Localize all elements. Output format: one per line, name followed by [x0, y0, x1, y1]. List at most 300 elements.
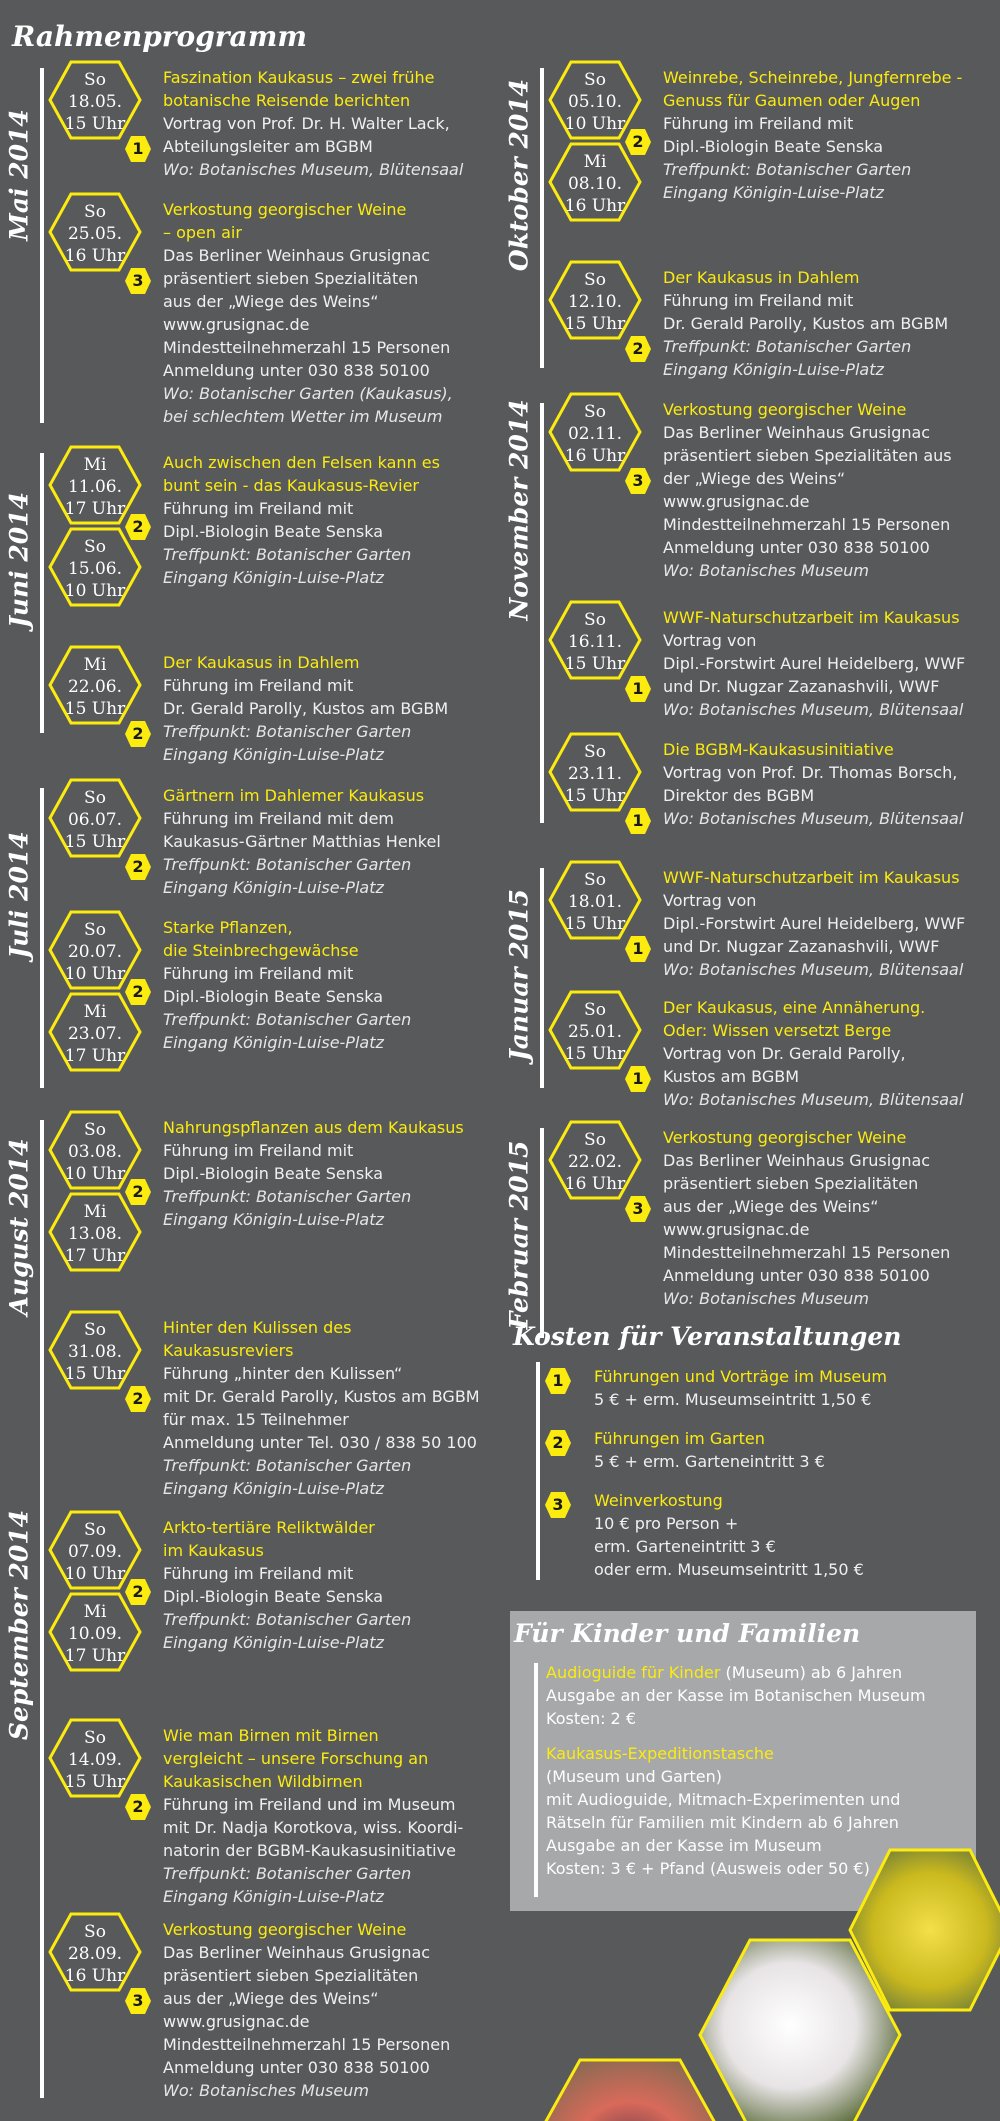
event-location: Eingang Königin-Luise-Platz	[163, 1479, 384, 1498]
category-badge-icon	[624, 935, 652, 963]
category-badge-icon	[624, 128, 652, 156]
event-location: Treffpunkt: Botanischer Garten	[163, 722, 412, 741]
event-location: Eingang Königin-Luise-Platz	[163, 1633, 384, 1652]
date-text	[48, 201, 142, 267]
event-title: die Steinbrechgewächse	[163, 941, 359, 960]
event-description	[163, 1116, 495, 1231]
date-text	[48, 1201, 142, 1267]
category-badge-icon	[624, 807, 652, 835]
category-badge-number: 2	[132, 1582, 144, 1601]
date-line: 31.08.	[67, 1342, 123, 1362]
date-line: 14.09.	[67, 1750, 123, 1770]
date-line: Mi	[83, 455, 107, 475]
date-line: 16.11.	[567, 632, 623, 652]
event-detail: präsentiert sieben Spezialitäten aus	[663, 446, 952, 465]
event-location: Eingang Königin-Luise-Platz	[163, 568, 384, 587]
date-line: 10 Uhr	[64, 1164, 126, 1184]
event-location: Treffpunkt: Botanischer Garten	[163, 545, 412, 564]
category-badge-icon	[124, 135, 152, 163]
date-line: 15 Uhr	[564, 314, 626, 334]
event-location: Wo: Botanisches Museum, Blütensaal	[663, 700, 964, 719]
event-title: Gärtnern im Dahlemer Kaukasus	[163, 786, 425, 805]
flower-photo-collage	[520, 1830, 1000, 2121]
category-badge-number: 1	[632, 939, 644, 958]
event-detail: präsentiert sieben Spezialitäten	[163, 269, 419, 288]
month-label	[0, 445, 38, 675]
month-label-text: August 2014	[4, 1138, 34, 1316]
date-line: So	[84, 1728, 106, 1748]
date-line: 15.06.	[67, 559, 123, 579]
date-line: Mi	[83, 1602, 107, 1622]
event-title: Der Kaukasus in Dahlem	[163, 653, 360, 672]
date-line: 10 Uhr	[64, 581, 126, 601]
date-line: 16 Uhr	[564, 446, 626, 466]
event-title: Verkostung georgischer Weine	[663, 400, 907, 419]
event-location: Treffpunkt: Botanischer Garten	[163, 855, 412, 874]
event-location: Wo: Botanischer Garten (Kaukasus),	[163, 384, 453, 403]
event-detail: präsentiert sieben Spezialitäten	[163, 1966, 419, 1985]
event-description	[663, 996, 995, 1111]
event-title: Verkostung georgischer Weine	[663, 1128, 907, 1147]
event-location: Wo: Botanisches Museum	[163, 2081, 369, 2100]
date-text	[48, 1601, 142, 1667]
event-detail: Führung im Freiland mit	[163, 676, 354, 695]
event-title: Der Kaukasus, eine Annäherung.	[663, 998, 926, 1017]
category-badge-icon	[624, 1195, 652, 1223]
event-detail: Anmeldung unter 030 838 50100	[663, 538, 930, 557]
month-label	[0, 780, 38, 1010]
event-detail: Mindestteilnehmerzahl 15 Personen	[163, 338, 451, 357]
event-detail: Dipl.-Biologin Beate Senska	[163, 522, 384, 541]
date-text	[548, 1129, 642, 1195]
date-line: 07.09.	[67, 1542, 123, 1562]
event-location: Treffpunkt: Botanischer Garten	[663, 160, 912, 179]
date-hexagon-icon	[48, 1718, 142, 1798]
category-badge-number: 2	[552, 1433, 564, 1452]
event-detail: Führung im Freiland und im Museum	[163, 1795, 456, 1814]
date-text	[48, 454, 142, 520]
event-detail: aus der „Wiege des Weins“	[163, 1989, 379, 2008]
tasche-detail-5: Kosten: 3 € + Pfand (Ausweis oder 50 €)	[546, 1859, 870, 1878]
date-text	[548, 999, 642, 1065]
category-badge-icon	[124, 1793, 152, 1821]
event-detail: Mindestteilnehmerzahl 15 Personen	[663, 1243, 951, 1262]
date-hexagon-icon	[48, 192, 142, 272]
event-detail: Das Berliner Weinhaus Grusignac	[663, 423, 931, 442]
month-divider-line	[540, 403, 544, 823]
date-hexagon-icon	[548, 392, 642, 472]
kosten-text	[594, 1365, 984, 1411]
event-description	[163, 451, 495, 589]
event-detail: Das Berliner Weinhaus Grusignac	[163, 246, 431, 265]
date-line: So	[584, 610, 606, 630]
event-detail: Das Berliner Weinhaus Grusignac	[163, 1943, 431, 1962]
event-detail: Anmeldung unter 030 838 50100	[663, 1266, 930, 1285]
date-text	[548, 609, 642, 675]
date-line: 15 Uhr	[564, 1044, 626, 1064]
category-badge-icon	[124, 1578, 152, 1606]
event-detail: Dipl.-Biologin Beate Senska	[163, 987, 384, 1006]
event-title: Kaukasischen Wildbirnen	[163, 1772, 363, 1791]
date-line: So	[584, 402, 606, 422]
date-hexagon-icon	[548, 990, 642, 1070]
date-line: 13.08.	[67, 1224, 123, 1244]
date-line: So	[84, 1320, 106, 1340]
month-section	[0, 1112, 500, 1532]
category-badge-number: 1	[552, 1371, 564, 1390]
category-badge-icon	[544, 1491, 572, 1519]
event-title: Faszination Kaukasus – zwei frühe	[163, 68, 435, 87]
event-detail: Das Berliner Weinhaus Grusignac	[663, 1151, 931, 1170]
event-detail: mit Dr. Gerald Parolly, Kustos am BGBM	[163, 1387, 480, 1406]
month-divider-line	[540, 868, 544, 1088]
event-detail: www.grusignac.de	[163, 315, 310, 334]
date-line: 16 Uhr	[564, 1174, 626, 1194]
event-title: Verkostung georgischer Weine	[163, 200, 407, 219]
tasche-detail-2: mit Audioguide, Mitmach-Experimenten und	[546, 1790, 901, 1809]
event-title: Kaukasusreviers	[163, 1341, 294, 1360]
event-detail: und Dr. Nugzar Zazanashvili, WWF	[663, 677, 940, 696]
date-text	[48, 919, 142, 985]
month-section	[0, 780, 500, 1100]
kosten-divider-line	[536, 1362, 540, 1580]
date-line: 15 Uhr	[64, 1772, 126, 1792]
event-title: Der Kaukasus in Dahlem	[663, 268, 860, 287]
category-badge-icon	[624, 1065, 652, 1093]
month-label-text: Juli 2014	[4, 831, 34, 959]
event-title: Genuss für Gaumen oder Augen	[663, 91, 921, 110]
kosten-item-detail: oder erm. Museumseintritt 1,50 €	[594, 1560, 864, 1579]
event-title: Nahrungspflanzen aus dem Kaukasus	[163, 1118, 464, 1137]
event-location: Treffpunkt: Botanischer Garten	[163, 1187, 412, 1206]
month-section	[500, 60, 1000, 380]
date-hexagon-icon	[48, 1912, 142, 1992]
date-line: 18.05.	[67, 92, 123, 112]
event-detail: Führung im Freiland mit	[663, 114, 854, 133]
event-detail: präsentiert sieben Spezialitäten	[663, 1174, 919, 1193]
event-detail: Dr. Gerald Parolly, Kustos am BGBM	[163, 699, 449, 718]
category-badge-number: 1	[132, 139, 144, 158]
date-line: 11.06.	[67, 477, 123, 497]
event-location: Eingang Königin-Luise-Platz	[663, 360, 884, 379]
event-description	[163, 784, 495, 899]
date-line: So	[84, 1120, 106, 1140]
month-divider-line	[540, 68, 544, 368]
event-title: Wie man Birnen mit Birnen	[163, 1726, 379, 1745]
date-line: So	[584, 1130, 606, 1150]
month-label-text: Mai 2014	[4, 109, 34, 241]
month-divider-line	[40, 453, 44, 733]
audioguide-line	[546, 1661, 966, 1684]
event-description	[663, 866, 995, 981]
event-location: Treffpunkt: Botanischer Garten	[163, 1010, 412, 1029]
category-badge-number: 2	[132, 1182, 144, 1201]
event-location: Treffpunkt: Botanischer Garten	[163, 1864, 412, 1883]
event-location: Wo: Botanisches Museum	[663, 561, 869, 580]
category-badge-icon	[124, 513, 152, 541]
event-detail: www.grusignac.de	[163, 2012, 310, 2031]
event-description	[663, 266, 995, 381]
category-badge-number: 2	[632, 132, 644, 151]
month-section	[0, 1510, 500, 2110]
event-location: Wo: Botanisches Museum, Blütensaal	[663, 960, 964, 979]
tasche-title: Kaukasus-Expeditionstasche	[546, 1744, 774, 1763]
event-detail: Vortrag von Prof. Dr. Thomas Borsch,	[663, 763, 958, 782]
date-line: So	[84, 920, 106, 940]
date-line: 15 Uhr	[564, 654, 626, 674]
kosten-item-detail: 5 € + erm. Garteneintritt 3 €	[594, 1452, 825, 1471]
date-line: So	[584, 270, 606, 290]
category-badge-icon	[624, 467, 652, 495]
kinder-title: Für Kinder und Familien	[514, 1619, 861, 1648]
date-line: 17 Uhr	[64, 499, 126, 519]
date-text	[48, 1519, 142, 1585]
event-description	[163, 916, 495, 1054]
category-badge-number: 1	[632, 679, 644, 698]
date-line: So	[84, 788, 106, 808]
date-line: 16 Uhr	[564, 196, 626, 216]
category-badge-number: 3	[132, 271, 144, 290]
event-detail: Vortrag von	[663, 891, 757, 910]
tasche-detail-3: Rätseln für Familien mit Kindern ab 6 Jahren	[546, 1813, 899, 1832]
kosten-item-title: Weinverkostung	[594, 1491, 723, 1510]
category-badge-icon	[624, 675, 652, 703]
event-location: bei schlechtem Wetter im Museum	[163, 407, 443, 426]
event-location: Eingang Königin-Luise-Platz	[163, 745, 384, 764]
date-line: So	[84, 1922, 106, 1942]
date-line: So	[584, 70, 606, 90]
date-line: So	[84, 1520, 106, 1540]
event-description	[163, 1724, 495, 1908]
kosten-title: Kosten für Veranstaltungen	[513, 1322, 902, 1351]
category-badge-number: 2	[132, 982, 144, 1001]
event-detail: Führung „hinter den Kulissen“	[163, 1364, 403, 1383]
category-badge-number: 3	[132, 1991, 144, 2010]
date-text	[48, 787, 142, 853]
event-location: Eingang Königin-Luise-Platz	[163, 878, 384, 897]
event-detail: Anmeldung unter 030 838 50100	[163, 361, 430, 380]
category-badge-number: 1	[632, 811, 644, 830]
date-line: So	[84, 202, 106, 222]
date-line: 10 Uhr	[564, 114, 626, 134]
event-title: WWF-Naturschutzarbeit im Kaukasus	[663, 868, 960, 887]
month-divider-line	[40, 68, 44, 423]
month-label	[0, 60, 38, 290]
event-location: Wo: Botanisches Museum, Blütensaal	[663, 1090, 964, 1109]
event-location: Eingang Königin-Luise-Platz	[163, 1033, 384, 1052]
date-line: 17 Uhr	[64, 1046, 126, 1066]
date-line: 28.09.	[67, 1944, 123, 1964]
kosten-item-detail: erm. Garteneintritt 3 €	[594, 1537, 776, 1556]
event-detail: Kustos am BGBM	[663, 1067, 800, 1086]
month-section	[500, 860, 1000, 1109]
month-label-text: Juni 2014	[4, 492, 34, 628]
event-title: Die BGBM-Kaukasusinitiative	[663, 740, 894, 759]
date-hexagon-icon	[548, 860, 642, 940]
event-description	[163, 651, 495, 766]
date-line: So	[584, 742, 606, 762]
event-detail: Führung im Freiland mit	[163, 1141, 354, 1160]
month-label-text: Februar 2015	[504, 1140, 534, 1330]
category-badge-icon	[124, 853, 152, 881]
kosten-item-detail: 10 € pro Person +	[594, 1514, 739, 1533]
date-text	[48, 1921, 142, 1987]
date-line: 23.07.	[67, 1024, 123, 1044]
date-hexagon-icon	[548, 1120, 642, 1200]
event-detail: www.grusignac.de	[663, 1220, 810, 1239]
category-badge-icon	[124, 720, 152, 748]
date-line: 10.09.	[67, 1624, 123, 1644]
event-detail: Dipl.-Forstwirt Aurel Heidelberg, WWF	[663, 914, 966, 933]
category-badge-number: 2	[132, 724, 144, 743]
date-text	[48, 536, 142, 602]
event-location: Treffpunkt: Botanischer Garten	[663, 337, 912, 356]
month-label	[500, 395, 538, 625]
event-detail: Anmeldung unter 030 838 50100	[163, 2058, 430, 2077]
event-detail: www.grusignac.de	[663, 492, 810, 511]
event-description	[163, 1918, 495, 2102]
event-detail: Kaukasus-Gärtner Matthias Henkel	[163, 832, 441, 851]
month-label-text: Oktober 2014	[504, 78, 534, 272]
event-detail: Führung im Freiland mit	[163, 499, 354, 518]
date-hexagon-icon	[48, 778, 142, 858]
month-label-text: September 2014	[4, 1509, 34, 1741]
category-badge-icon	[624, 335, 652, 363]
date-line: Mi	[83, 1002, 107, 1022]
category-badge-icon	[124, 978, 152, 1006]
event-location: Wo: Botanisches Museum, Blütensaal	[163, 160, 464, 179]
category-badge-number: 2	[132, 517, 144, 536]
event-description	[163, 1316, 495, 1500]
date-line: 15 Uhr	[564, 786, 626, 806]
category-badge-icon	[544, 1367, 572, 1395]
category-badge-number: 2	[132, 857, 144, 876]
date-text	[48, 1319, 142, 1385]
date-line: 03.08.	[67, 1142, 123, 1162]
date-text	[48, 1001, 142, 1067]
event-location: Wo: Botanisches Museum	[663, 1289, 869, 1308]
event-location: Treffpunkt: Botanischer Garten	[163, 1610, 412, 1629]
month-section	[0, 445, 500, 764]
date-text	[548, 151, 642, 217]
category-badge-icon	[124, 1178, 152, 1206]
date-line: So	[584, 870, 606, 890]
month-section	[0, 60, 500, 435]
event-detail: Dipl.-Biologin Beate Senska	[163, 1164, 384, 1183]
date-line: So	[84, 537, 106, 557]
date-hexagon-icon	[48, 1310, 142, 1390]
date-line: 10 Uhr	[64, 964, 126, 984]
event-title: Oder: Wissen versetzt Berge	[663, 1021, 892, 1040]
date-line: 10 Uhr	[64, 1564, 126, 1584]
event-detail: der „Wiege des Weins“	[663, 469, 846, 488]
date-text	[48, 1727, 142, 1793]
event-description	[663, 1126, 995, 1310]
event-detail: Vortrag von Prof. Dr. H. Walter Lack,	[163, 114, 450, 133]
date-line: 08.10.	[567, 174, 623, 194]
event-title: Hinter den Kulissen des	[163, 1318, 352, 1337]
event-location: Eingang Königin-Luise-Platz	[663, 183, 884, 202]
category-badge-number: 3	[632, 1199, 644, 1218]
date-line: 17 Uhr	[64, 1646, 126, 1666]
date-text	[48, 654, 142, 720]
date-line: 25.05.	[67, 224, 123, 244]
date-line: Mi	[583, 152, 607, 172]
category-badge-number: 2	[132, 1389, 144, 1408]
event-description	[163, 1516, 495, 1654]
month-divider-line	[40, 788, 44, 1088]
month-divider-line	[540, 1128, 544, 1338]
date-hexagon-icon	[548, 732, 642, 812]
category-badge-number: 3	[632, 471, 644, 490]
event-title: botanische Reisende berichten	[163, 91, 411, 110]
event-title: im Kaukasus	[163, 1541, 264, 1560]
event-detail: Dipl.-Biologin Beate Senska	[663, 137, 884, 156]
event-description	[663, 738, 995, 830]
event-location: Eingang Königin-Luise-Platz	[163, 1210, 384, 1229]
event-title: Starke Pflanzen,	[163, 918, 293, 937]
event-detail: Führung im Freiland mit dem	[163, 809, 394, 828]
event-location: Treffpunkt: Botanischer Garten	[163, 1456, 412, 1475]
event-detail: Abteilungsleiter am BGBM	[163, 137, 373, 156]
date-text	[548, 869, 642, 935]
page-title: Rahmenprogramm	[12, 20, 307, 53]
event-detail: Führung im Freiland mit	[163, 1564, 354, 1583]
audioguide-title: Audioguide für Kinder	[546, 1663, 721, 1682]
date-line: 05.10.	[567, 92, 623, 112]
event-description	[663, 606, 995, 721]
category-badge-number: 2	[632, 339, 644, 358]
date-line: 15 Uhr	[64, 699, 126, 719]
month-label	[500, 60, 538, 290]
event-detail: aus der „Wiege des Weins“	[163, 292, 379, 311]
date-line: 15 Uhr	[64, 832, 126, 852]
date-line: 15 Uhr	[64, 114, 126, 134]
category-badge-number: 2	[132, 1797, 144, 1816]
date-hexagon-icon	[548, 600, 642, 680]
date-text	[48, 69, 142, 135]
event-detail: für max. 15 Teilnehmer	[163, 1410, 349, 1429]
date-text	[548, 401, 642, 467]
date-hexagon-icon	[48, 60, 142, 140]
event-detail: aus der „Wiege des Weins“	[663, 1197, 879, 1216]
audioguide-detail-2: Kosten: 2 €	[546, 1709, 636, 1728]
date-line: 25.01.	[567, 1022, 623, 1042]
event-detail: Dipl.-Forstwirt Aurel Heidelberg, WWF	[663, 654, 966, 673]
event-detail: Anmeldung unter Tel. 030 / 838 50 100	[163, 1433, 477, 1452]
event-detail: mit Dr. Nadja Korotkova, wiss. Koordi-	[163, 1818, 464, 1837]
date-line: 16 Uhr	[64, 1966, 126, 1986]
date-line: So	[584, 1000, 606, 1020]
date-line: 16 Uhr	[64, 246, 126, 266]
kosten-item-detail: 5 € + erm. Museumseintritt 1,50 €	[594, 1390, 872, 1409]
date-text	[548, 741, 642, 807]
kosten-item-title: Führungen und Vorträge im Museum	[594, 1367, 887, 1386]
event-title: bunt sein - das Kaukasus-Revier	[163, 476, 419, 495]
date-line: 15 Uhr	[64, 1364, 126, 1384]
date-line: Mi	[83, 655, 107, 675]
event-title: WWF-Naturschutzarbeit im Kaukasus	[663, 608, 960, 627]
date-line: So	[84, 70, 106, 90]
event-detail: Führung im Freiland mit	[663, 291, 854, 310]
kosten-item-title: Führungen im Garten	[594, 1429, 765, 1448]
date-hexagon-icon	[548, 260, 642, 340]
month-label	[0, 1112, 38, 1342]
date-line: 17 Uhr	[64, 1246, 126, 1266]
event-title: – open air	[163, 223, 242, 242]
date-hexagon-icon	[48, 645, 142, 725]
date-line: 23.11.	[567, 764, 623, 784]
